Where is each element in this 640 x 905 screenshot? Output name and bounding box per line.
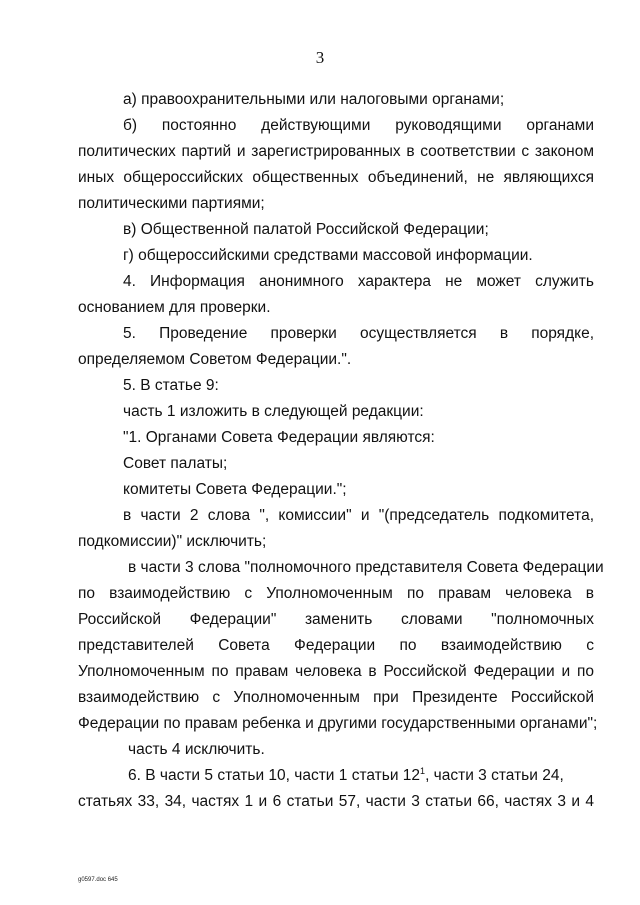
text-line: часть 1 изложить в следующей редакции: — [123, 403, 424, 420]
text-line: 4. Информация анонимного характера не может служить — [123, 273, 594, 290]
text-line: политическими партиями; — [78, 195, 265, 212]
text-line: Российской Федерации" заменить словами "полномочных — [78, 611, 594, 628]
text-line: определяемом Советом Федерации.". — [78, 351, 352, 368]
text-segment: , части 3 статьи 24, — [425, 767, 564, 784]
text-line: по взаимодействию с Уполномоченным по правам человека в — [78, 585, 594, 602]
superscript: 1 — [420, 766, 426, 776]
text-line: а) правоохранительными или налоговыми органами; — [123, 91, 505, 108]
text-line: статьях 33, 34, частях 1 и 6 статьи 57, части 3 статьи 66, частях 3 и 4 — [78, 793, 594, 810]
text-segment: 6. В части 5 статьи 10, части 1 статьи 12 — [128, 767, 421, 784]
text-line: комитеты Совета Федерации."; — [123, 481, 347, 498]
text-line: в части 2 слова ", комиссии" и "(председатель подкомитета, — [123, 507, 594, 524]
text-line: Совет палаты; — [123, 455, 228, 472]
text-line: Федерации по правам ребенка и другими государственными органами"; — [78, 715, 598, 732]
text-line: взаимодействию с Уполномоченным при Президенте Российской — [78, 689, 594, 706]
text-line: 5. Проведение проверки осуществляется в порядке, — [123, 325, 594, 342]
page-number: 3 — [315, 48, 325, 67]
text-line: представителей Совета Федерации по взаимодействию с — [78, 637, 594, 654]
text-line: политических партий и зарегистрированных в соответствии с законом — [78, 143, 594, 160]
text-line: основанием для проверки. — [78, 299, 271, 316]
text-line: "1. Органами Совета Федерации являются: — [123, 429, 435, 446]
text-line: часть 4 исключить. — [128, 741, 265, 758]
text-line: иных общероссийских общественных объединений, не являющихся — [78, 169, 594, 186]
text-line: г) общероссийскими средствами массовой информации. — [123, 247, 533, 264]
text-line: в части 3 слова "полномочного представителя Совета Федерации — [128, 559, 604, 576]
text-line-with-superscript — [128, 766, 594, 786]
text-line: Уполномоченным по правам человека в Российской Федерации и по — [78, 663, 594, 680]
text-line: б) постоянно действующими руководящими органами — [123, 117, 594, 134]
text-line: 5. В статье 9: — [123, 377, 219, 394]
text-line: подкомиссии)" исключить; — [78, 533, 267, 550]
footer-file-id: g0597.doc 645 — [78, 877, 118, 883]
text-line: в) Общественной палатой Российской Федерации; — [123, 221, 489, 238]
